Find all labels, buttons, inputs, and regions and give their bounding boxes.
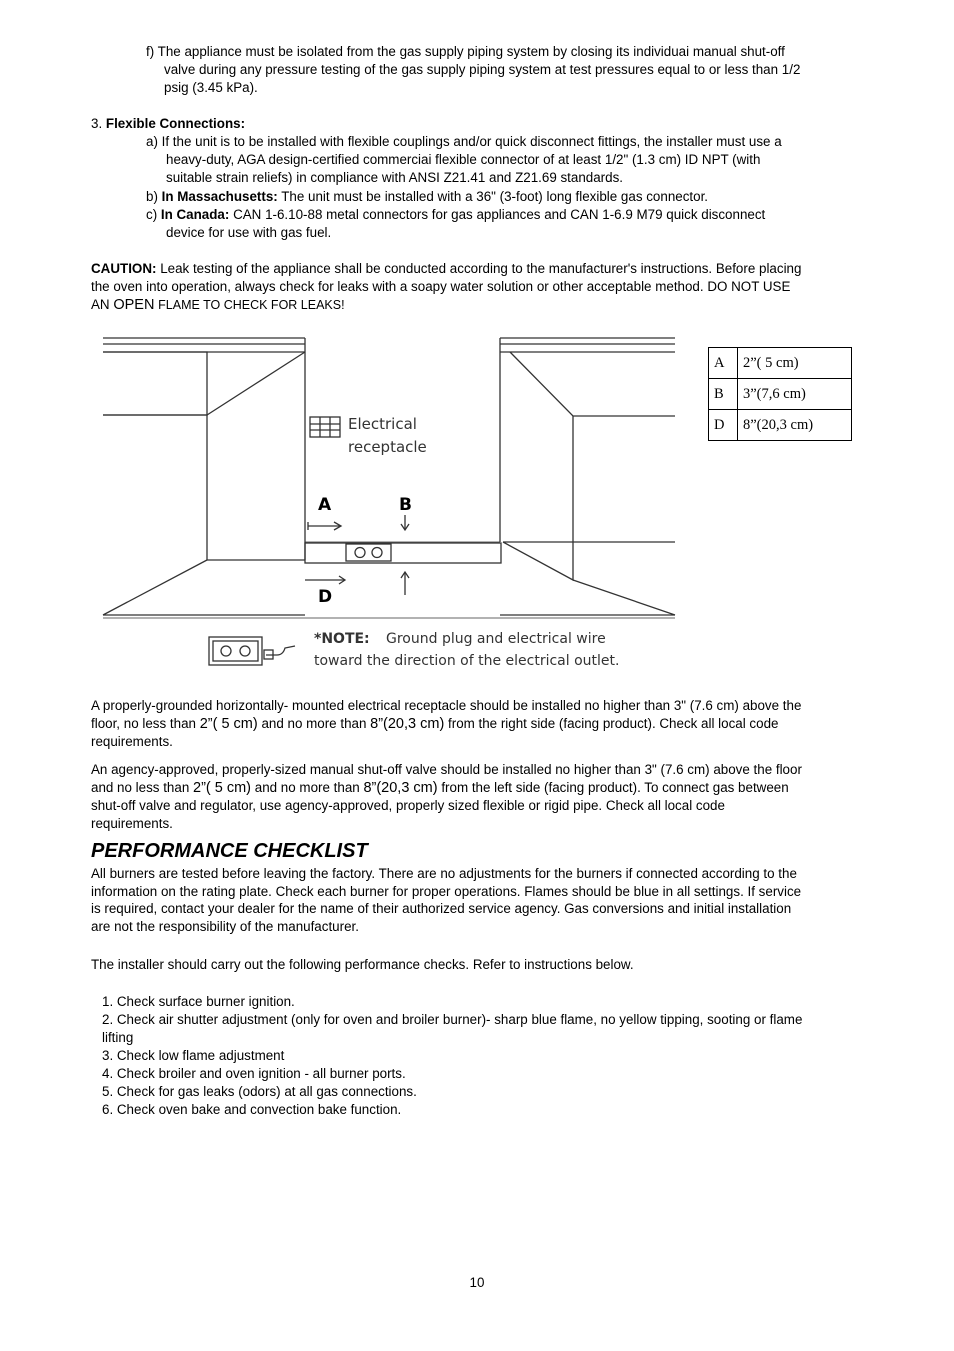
receptacle-text: from the right side (facing product). Check all local code bbox=[448, 716, 779, 731]
page-number: 10 bbox=[469, 1275, 485, 1290]
outlet-on-wall bbox=[346, 544, 391, 561]
intro-line: are not the responsibility of the manufacturer. bbox=[91, 918, 359, 934]
performance-intro bbox=[91, 865, 861, 935]
electrical-receptacle-icon bbox=[310, 417, 340, 437]
intro-line: is required, contact your dealer for the name of their authorized service agency. Gas conversions and initial installation bbox=[91, 901, 792, 916]
installer-instruction: The installer should carry out the following performance checks. Refer to instructions below. bbox=[91, 957, 634, 972]
valve-text: and no less than bbox=[91, 780, 190, 795]
valve-line1: An agency-approved, properly-sized manual shut-off valve should be installed no higher than 3" (7.6 cm) above the floor bbox=[91, 762, 802, 777]
valve-line4: requirements. bbox=[91, 816, 173, 831]
list-item: lifting bbox=[102, 1030, 134, 1045]
list-item: 6. Check oven bake and convection bake function. bbox=[102, 1102, 402, 1117]
electrical-label-2: receptacle bbox=[348, 438, 427, 456]
installation-diagram bbox=[95, 330, 685, 675]
table-row bbox=[709, 348, 852, 379]
item-f-line3: psig (3.45 kPa). bbox=[164, 80, 258, 95]
caution-line3-a: AN bbox=[91, 297, 110, 312]
item-a-line1: a) If the unit is to be installed with flexible couplings and/or quick disconnect fittings, the installer must use a bbox=[146, 134, 782, 149]
note-line2: toward the direction of the electrical outlet. bbox=[314, 653, 620, 669]
intro-line: All burners are tested before leaving the factory. There are no adjustments for the burners if connected according to the bbox=[91, 866, 797, 881]
receptacle-paragraph bbox=[91, 697, 861, 751]
dim-label-b: B bbox=[399, 495, 412, 515]
receptacle-min: 2”( 5 cm) bbox=[199, 716, 258, 732]
caution-line2: the oven into operation, always check for leaks with a soapy water solution or other acceptable method. DO NOT USE bbox=[91, 279, 791, 294]
receptacle-line3: requirements. bbox=[91, 734, 173, 749]
right-cabinet-top bbox=[500, 338, 675, 352]
valve-text: and no more than bbox=[254, 780, 360, 795]
item-c-prefix: c) bbox=[146, 207, 158, 222]
caution-line3 bbox=[91, 296, 345, 314]
section-3-title: Flexible Connections: bbox=[105, 116, 246, 131]
dim-label-a: A bbox=[318, 495, 332, 515]
valve-text: from the left side (facing product). To connect gas between bbox=[441, 780, 789, 795]
item-a-line3: suitable strain reliefs) in compliance with ANSI Z21.41 and Z21.69 standards. bbox=[166, 170, 624, 185]
valve-line2 bbox=[91, 779, 861, 797]
dim-key: B bbox=[709, 379, 738, 410]
checks-list bbox=[102, 993, 862, 1119]
item-b-bold: In Massachusetts: bbox=[161, 189, 278, 204]
valve-min: 2”( 5 cm) bbox=[193, 780, 252, 796]
section-3-heading bbox=[91, 115, 245, 133]
note-prefix: *NOTE: bbox=[314, 631, 370, 647]
dim-value: 8”(20,3 cm) bbox=[738, 410, 852, 441]
valve-line3: shut-off valve and regulator, use agency-approved, properly sized flexible or rigid pipe. Check all local code bbox=[91, 798, 725, 813]
caution-line1 bbox=[91, 260, 801, 278]
receptacle-text: and no more than bbox=[261, 716, 367, 731]
receptacle-line1: A properly-grounded horizontally- mounted electrical receptacle should be installed no higher than 3" (7.6 cm) above the bbox=[91, 698, 802, 713]
item-c-line2: device for use with gas fuel. bbox=[166, 225, 332, 240]
dim-key: D bbox=[709, 410, 738, 441]
dim-value: 3”(7,6 cm) bbox=[738, 379, 852, 410]
table-row bbox=[709, 379, 852, 410]
caution-label: CAUTION: bbox=[91, 261, 157, 276]
item-c bbox=[146, 206, 765, 224]
item-c-text: CAN 1-6.10-88 metal connectors for gas appliances and CAN 1-6.9 M79 quick disconnect bbox=[233, 207, 766, 222]
caution-line3-b: OPEN bbox=[113, 297, 155, 313]
electrical-label-1: Electrical bbox=[348, 415, 417, 433]
list-item: 5. Check for gas leaks (odors) at all gas connections. bbox=[102, 1084, 417, 1099]
list-item: 3. Check low flame adjustment bbox=[102, 1048, 285, 1063]
item-c-bold: In Canada: bbox=[160, 207, 230, 222]
table-row bbox=[709, 410, 852, 441]
item-b-text: The unit must be installed with a 36" (3-foot) long flexible gas connector. bbox=[281, 189, 709, 204]
performance-heading: PERFORMANCE CHECKLIST bbox=[91, 840, 368, 862]
left-cabinet-top bbox=[103, 338, 305, 352]
section-3-number: 3. bbox=[91, 116, 103, 131]
receptacle-text: floor, no less than bbox=[91, 716, 196, 731]
caution-line3-c: FLAME TO CHECK FOR LEAKS! bbox=[158, 298, 345, 312]
item-f-line2: valve during any pressure testing of the gas supply piping system at test pressures equal to or less than 1/2 bbox=[164, 62, 801, 77]
item-b-prefix: b) bbox=[146, 189, 158, 204]
caution-text1: Leak testing of the appliance shall be conducted according to the manufacturer's instructions. Before placing bbox=[160, 261, 802, 276]
list-item: 2. Check air shutter adjustment (only for oven and broiler burner)- sharp blue flame, no yellow tipping, sooting or flame bbox=[102, 1012, 803, 1027]
item-a-line2: heavy-duty, AGA design-certified commerciai flexible connector of at least 1/2" (1.3 cm) ID NPT (with bbox=[166, 152, 761, 167]
dim-value: 2”( 5 cm) bbox=[738, 348, 852, 379]
dimensions-table bbox=[708, 347, 852, 441]
valve-max: 8”(20,3 cm) bbox=[363, 780, 438, 796]
list-item: 4. Check broiler and oven ignition - all burner ports. bbox=[102, 1066, 406, 1081]
dim-key: A bbox=[709, 348, 738, 379]
valve-paragraph bbox=[91, 761, 861, 833]
list-item: 1. Check surface burner ignition. bbox=[102, 994, 295, 1009]
note-line1: Ground plug and electrical wire bbox=[386, 631, 606, 647]
receptacle-line2 bbox=[91, 715, 861, 733]
item-f-line1: f) The appliance must be isolated from the gas supply piping system by closing its individuai manual shut-off bbox=[146, 44, 785, 59]
intro-line: information on the rating plate. Check each burner for proper operations. Flames should be blue in all settings. If service bbox=[91, 883, 802, 899]
receptacle-max: 8”(20,3 cm) bbox=[370, 716, 445, 732]
dim-label-d: D bbox=[318, 587, 333, 607]
item-b bbox=[146, 188, 708, 206]
